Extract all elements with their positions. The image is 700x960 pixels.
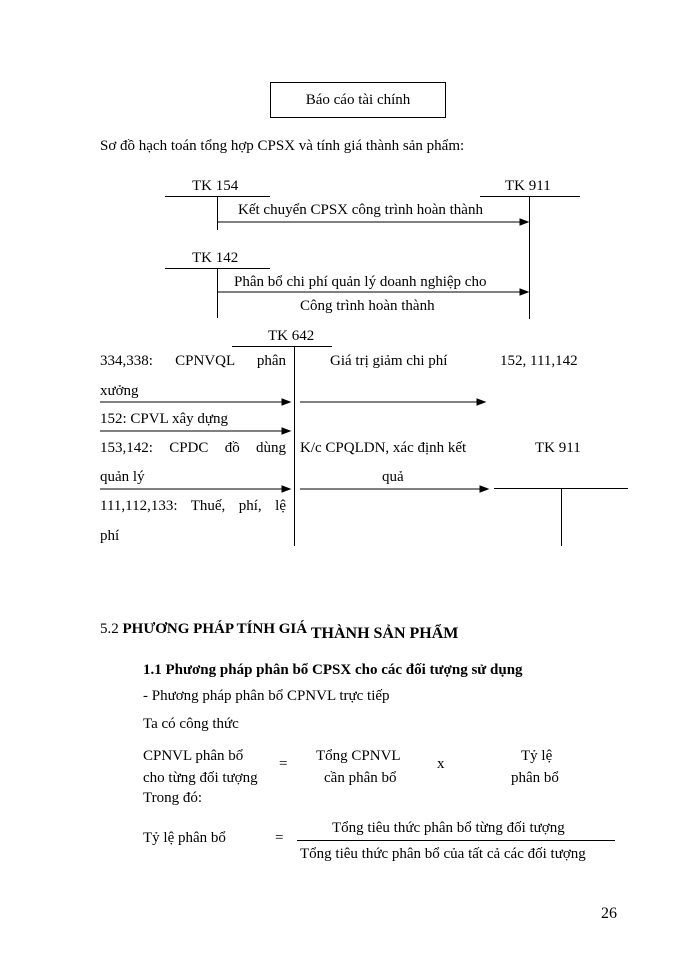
formula1-rhs-line1: Tỷ lệ xyxy=(521,748,553,764)
formula-intro: Ta có công thức xyxy=(143,716,239,732)
formula2-denominator: Tổng tiêu thức phân bổ của tất cả các đối tượng xyxy=(300,846,586,862)
kc-label-line2: quả xyxy=(382,469,404,485)
reduce-accounts: 152, 111,142 xyxy=(500,353,578,369)
left-item-4a: 111,112,133: Thuế, phí, lệ xyxy=(100,498,286,514)
formula1-mid-line2: cần phân bổ xyxy=(324,770,397,786)
formula1-lhs-line1: CPNVL phân bổ xyxy=(143,748,244,764)
arrow-left-3-head xyxy=(282,486,290,492)
section-title-part1: PHƯƠNG PHÁP TÍNH GIÁ xyxy=(122,621,308,637)
subsection-heading: 1.1 Phương pháp phân bổ CPSX cho các đối tượng sử dụng xyxy=(143,662,523,678)
intro-text: Sơ đồ hạch toán tổng hợp CPSX và tính giá thành sản phẩm: xyxy=(100,138,465,154)
formula1-rhs-line2: phân bổ xyxy=(511,770,559,786)
formula1-times: x xyxy=(437,756,445,772)
left-item-4b: phí xyxy=(100,528,120,544)
formula1-mid-line1: Tổng CPNVL xyxy=(316,748,401,764)
reduce-label: Giá trị giảm chi phí xyxy=(330,353,448,369)
document-title: Báo cáo tài chính xyxy=(305,91,411,108)
formula2-numerator: Tổng tiêu thức phân bổ từng đối tượng xyxy=(332,820,565,836)
formula2-lhs: Tỷ lệ phân bổ xyxy=(143,830,226,846)
formula1-equals: = xyxy=(279,756,288,772)
where-label: Trong đó: xyxy=(143,790,203,806)
bullet-text: - Phương pháp phân bổ CPNVL trực tiếp xyxy=(143,688,390,704)
left-item-3b: quản lý xyxy=(100,469,145,485)
arrow-left-1-head xyxy=(282,399,290,405)
arrow-reduce-head xyxy=(477,399,485,405)
arrow-alloc-head xyxy=(520,289,528,295)
tk154-label: TK 154 xyxy=(192,178,239,194)
tk911-label: TK 911 xyxy=(505,178,551,194)
left-item-2: 152: CPVL xây dựng xyxy=(100,411,228,427)
formula1-lhs-line2: cho từng đối tượng xyxy=(143,770,258,786)
alloc-label-line2: Công trình hoàn thành xyxy=(300,298,435,314)
transfer-label: Kết chuyển CPSX công trình hoàn thành xyxy=(238,202,483,218)
tk142-label: TK 142 xyxy=(192,250,239,266)
arrow-transfer-head xyxy=(520,219,528,225)
arrow-kc-head xyxy=(480,486,488,492)
alloc-label-line1: Phân bổ chi phí quản lý doanh nghiệp cho xyxy=(234,274,487,290)
section-heading xyxy=(100,620,459,642)
section-number: 5.2 xyxy=(100,621,119,637)
left-item-3a: 153,142: CPDC đồ dùng xyxy=(100,440,286,456)
formula2-fraction-bar xyxy=(297,840,615,841)
page-number: 26 xyxy=(601,905,617,922)
arrow-left-2-head xyxy=(282,428,290,434)
left-item-1b: xưởng xyxy=(100,383,139,399)
section-title-part2: THÀNH SẢN PHẨM xyxy=(310,625,459,642)
tk911-right-label: TK 911 xyxy=(535,440,581,456)
formula2-equals: = xyxy=(275,830,284,846)
kc-label-line1: K/c CPQLDN, xác định kết xyxy=(300,440,467,456)
tk642-label: TK 642 xyxy=(268,328,315,344)
left-item-1a: 334,338: CPNVQL phân xyxy=(100,353,286,369)
